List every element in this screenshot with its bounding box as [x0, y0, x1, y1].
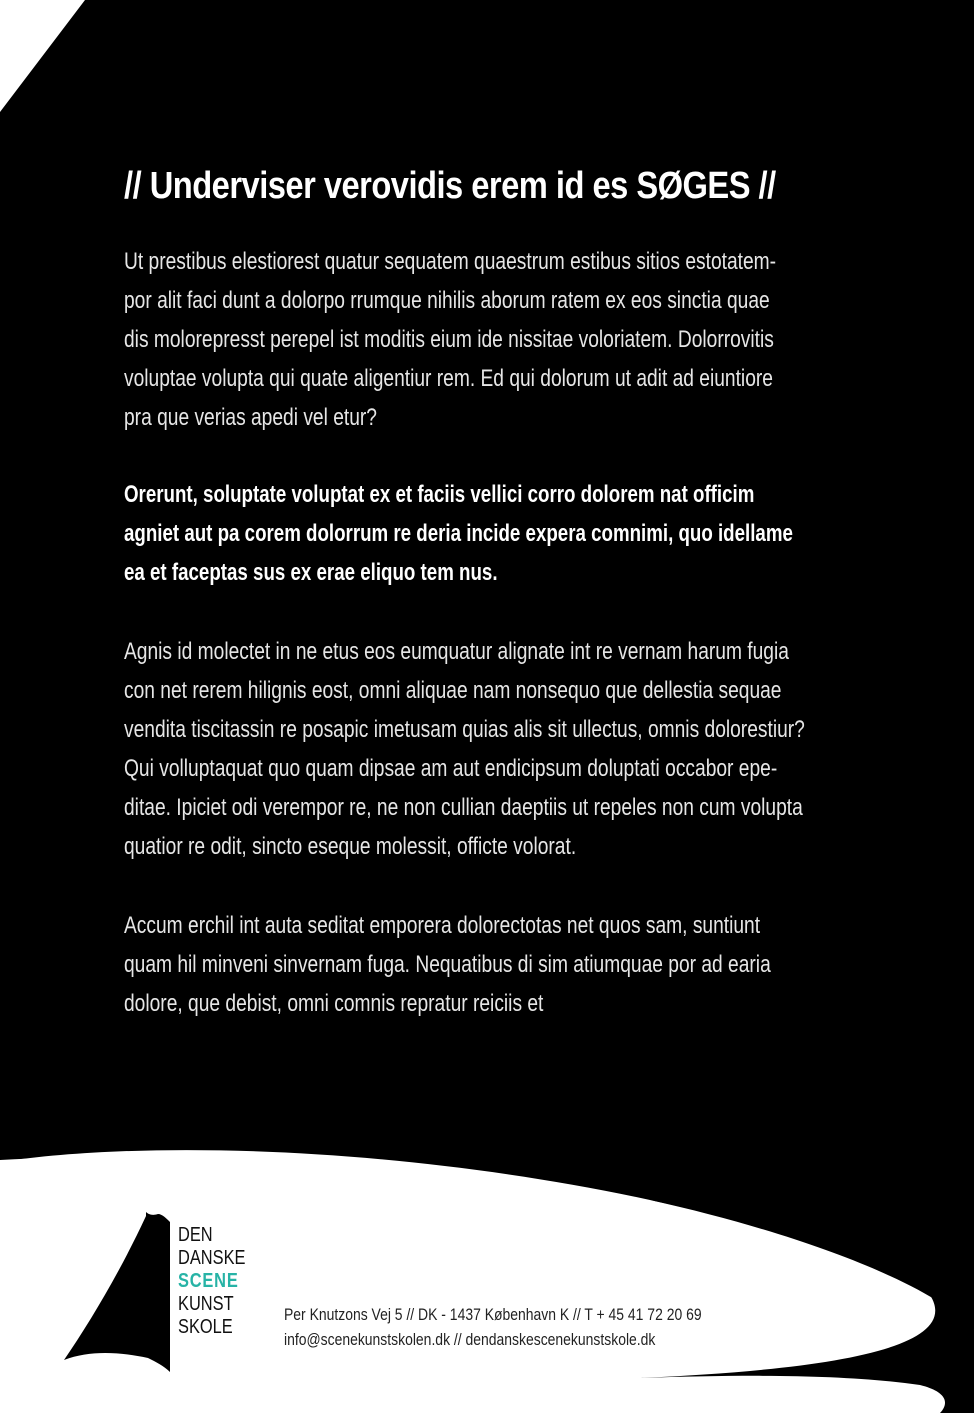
contact-web: info@scenekunstskolen.dk // dendanskescenekunstskole.dk: [284, 1330, 656, 1349]
paragraph-closing: [124, 906, 904, 1023]
text-line: por alit faci dunt a dolorpo rrumque nihilis aborum ratem ex eos sinctia quae: [124, 287, 770, 314]
text-line: quam hil minveni sinvernam fuga. Nequatibus di sim atiumquae por ad earia: [124, 951, 771, 978]
text-line: quatior re odit, sincto eseque molessit, officte volorat.: [124, 833, 577, 860]
paragraph-highlight: [124, 475, 904, 592]
sail-icon: [60, 1212, 170, 1372]
text-line: Accum erchil int auta seditat emporera dolorectotas net quos sam, suntiunt: [124, 912, 761, 939]
logo-line-accent: SCENE: [178, 1270, 239, 1292]
logo-line: DANSKE: [178, 1247, 246, 1269]
logo-line: SKOLE: [178, 1316, 233, 1338]
school-logo: [60, 1212, 260, 1392]
text-line: Ut prestibus elestiorest quatur sequatem quaestrum estibus sitios estotatem-: [124, 248, 777, 275]
text-line: Agnis id molectet in ne etus eos eumquatur alignate int re vernam harum fugia: [124, 638, 789, 665]
text-line: ditae. Ipiciet odi verempor re, ne non cullian daeptiis ut repeles non cum volupta: [124, 794, 803, 821]
text-line: vendita tiscitassin re posapic imetusam quias alis sit ullectus, omnis dolorestiur?: [124, 716, 805, 743]
main-content: [124, 154, 904, 1023]
contact-info: [284, 1302, 793, 1352]
text-line: con net rerem hilignis eost, omni aliquae nam nonsequo que dellestia sequae: [124, 677, 782, 704]
paragraph-body: [124, 632, 904, 866]
text-line: pra que verias apedi vel etur?: [124, 404, 377, 431]
text-line: agniet aut pa corem dolorrum re deria incide expera comnimi, quo idellame: [124, 520, 793, 547]
logo-wordmark: [178, 1224, 260, 1339]
text-line: ea et faceptas sus ex erae eliquo tem nus.: [124, 559, 498, 586]
text-line: dolore, que debist, omni comnis repratur reiciis et: [124, 990, 544, 1017]
text-line: dis molorepresst perepel ist moditis eium ide nissitae voloriatem. Dolorrovitis: [124, 326, 774, 353]
text-line: voluptae volupta qui quate aligentiur rem. Ed qui dolorum ut adit ad eiuntiore: [124, 365, 773, 392]
text-line: Qui volluptaquat quo quam dipsae am aut endicipsum doluptati occabor epe-: [124, 755, 778, 782]
text-line: Orerunt, soluptate voluptat ex et faciis vellici corro dolorem nat officim: [124, 481, 755, 508]
logo-line: KUNST: [178, 1293, 234, 1315]
contact-address: Per Knutzons Vej 5 // DK - 1437 København K // T + 45 41 72 20 69: [284, 1305, 702, 1324]
logo-line: DEN: [178, 1224, 213, 1246]
paragraph-intro: [124, 242, 904, 437]
page-title: // Underviser verovidis erem id es SØGES //: [124, 165, 776, 207]
